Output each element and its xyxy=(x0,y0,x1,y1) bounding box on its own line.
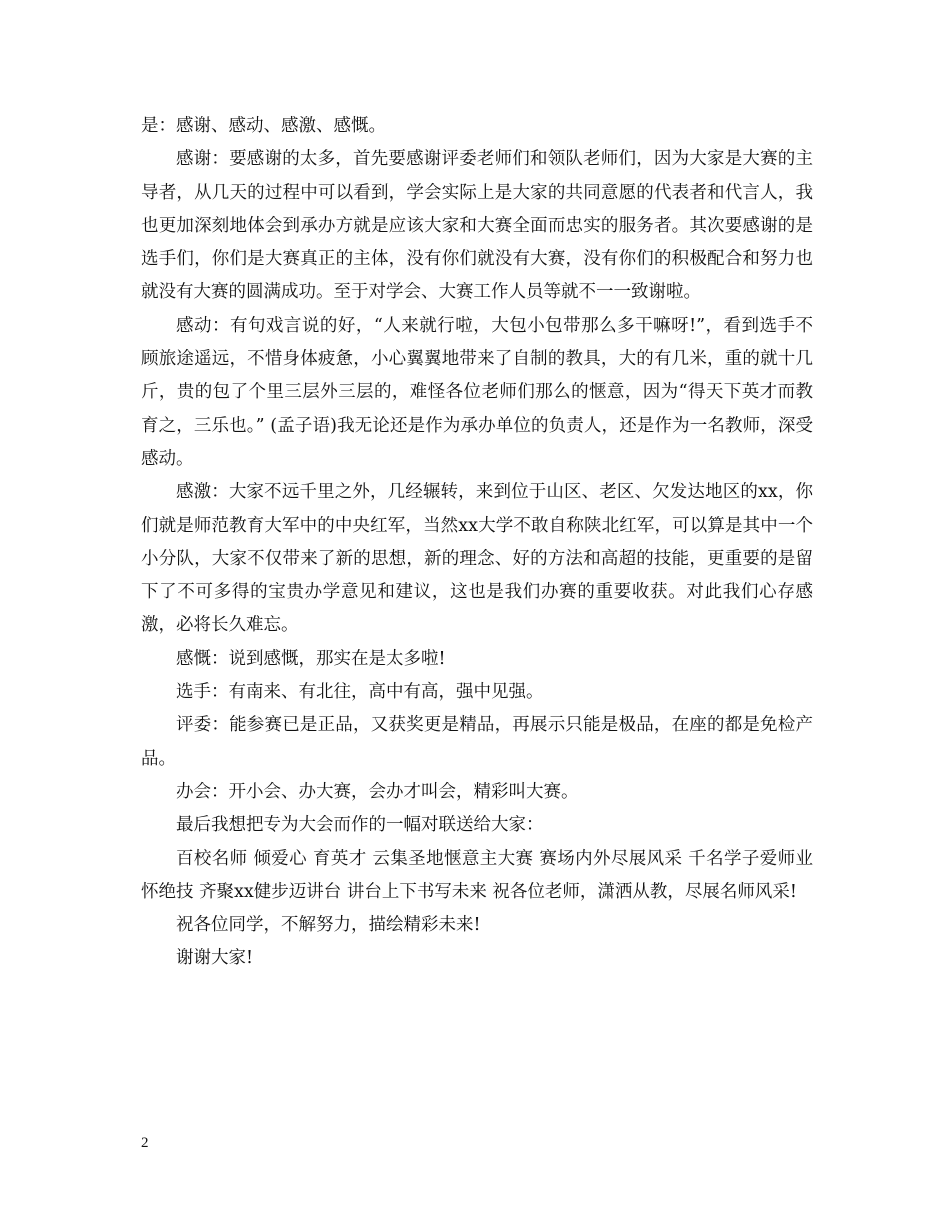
paragraph: 感激：大家不远千里之外，几经辗转，来到位于山区、老区、欠发达地区的xx，你们就是师范教育大军中的中央红军，当然xx大学不敢自称陕北红军，可以算是其中一个小分队，大家不仅带来了新的思想，新的理念、好的方法和高超的技能，更重要的是留下了不可多得的宝贵办学意见和建议，这也是我们办赛的重要收获。对此我们心存感激，必将长久难忘。 xyxy=(141,482,813,636)
paragraph: 谢谢大家! xyxy=(176,948,254,969)
paragraph: 办会：开小会、办大赛，会办才叫会，精彩叫大赛。 xyxy=(176,781,579,802)
body-text xyxy=(141,110,813,976)
paragraph: 评委：能参赛已是正品，又获奖更是精品，再展示只能是极品，在座的都是免检产品。 xyxy=(141,715,813,769)
paragraph: 感谢：要感谢的太多，首先要感谢评委老师们和领队老师们，因为大家是大赛的主导者，从几天的过程中可以看到，学会实际上是大家的共同意愿的代表者和代言人，我也更加深刻地体会到承办方就是应该大家和大赛全面而忠实的服务者。其次要感谢的是选手们，你们是大赛真正的主体，没有你们就没有大赛，没有你们的积极配合和努力也就没有大赛的圆满成功。至于对学会、大赛工作人员等就不一一致谢啦。 xyxy=(141,149,813,303)
paragraph: 最后我想把专为大会而作的一幅对联送给大家： xyxy=(176,815,544,836)
paragraph: 感动：有句戏言说的好，“人来就行啦，大包小包带那么多干嘛呀!”，看到选手不顾旅途遥远，不惜身体疲惫，小心翼翼地带来了自制的教具，大的有几米，重的就十几斤，贵的包了个里三层外三层的，难怪各位老师们那么的惬意，因为“得天下英才而教育之，三乐也。” (孟子语)我无论还是作为承办单位的负责人，还是作为一名教师，深受感动。 xyxy=(141,315,813,469)
paragraph: 感慨：说到感慨，那实在是太多啦! xyxy=(176,648,446,669)
paragraph: 祝各位同学，不解努力，描绘精彩未来! xyxy=(176,915,481,936)
paragraph: 选手：有南来、有北往，高中有高，强中见强。 xyxy=(176,682,544,703)
paragraph: 百校名师 倾爱心 育英才 云集圣地惬意主大赛 赛场内外尽展风采 千名学子爱师业 怀绝技 齐聚xx健步迈讲台 讲台上下书写未来 祝各位老师，潇洒从教，尽展名师风采! xyxy=(141,848,813,902)
paragraph: 是：感谢、感动、感激、感慨。 xyxy=(141,116,386,136)
page-number: 2 xyxy=(141,1135,149,1151)
